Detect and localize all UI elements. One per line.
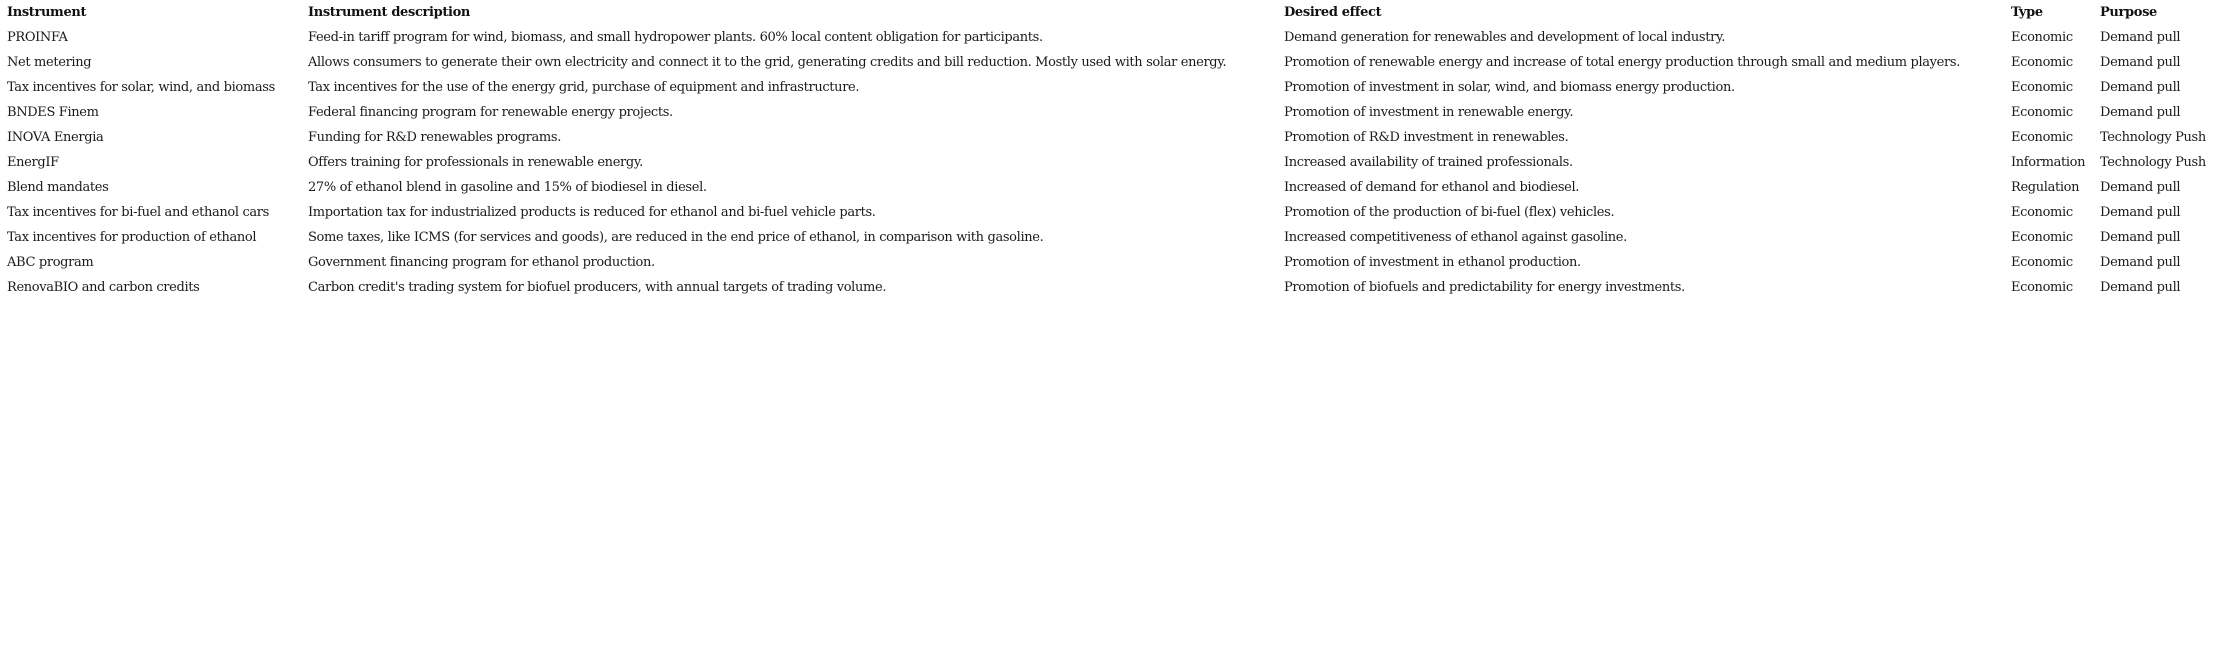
cell-type: Economic xyxy=(2011,130,2073,145)
cell-description: Allows consumers to generate their own electricity and connect it to the grid, generating credits and bill reduction. Mostly used with solar energy. xyxy=(308,55,1227,70)
cell-instrument: INOVA Energia xyxy=(7,130,104,145)
policy-instruments-table xyxy=(0,4,2223,304)
cell-instrument: EnergIF xyxy=(7,155,59,170)
table-row xyxy=(0,204,2223,229)
cell-instrument: Tax incentives for production of ethanol xyxy=(7,230,257,245)
header-purpose: Purpose xyxy=(2100,5,2157,20)
cell-desired-effect: Promotion of investment in renewable energy. xyxy=(1284,105,1574,120)
table-row xyxy=(0,179,2223,204)
cell-instrument: Tax incentives for bi-fuel and ethanol cars xyxy=(7,205,269,220)
cell-desired-effect: Increased availability of trained professionals. xyxy=(1284,155,1573,170)
table-row xyxy=(0,104,2223,129)
cell-purpose: Demand pull xyxy=(2100,205,2181,220)
cell-desired-effect: Increased competitiveness of ethanol against gasoline. xyxy=(1284,230,1627,245)
table-row xyxy=(0,279,2223,304)
cell-instrument: Tax incentives for solar, wind, and biomass xyxy=(7,80,275,95)
cell-instrument: RenovaBIO and carbon credits xyxy=(7,280,200,295)
cell-purpose: Demand pull xyxy=(2100,105,2181,120)
table-header xyxy=(0,4,2223,29)
cell-purpose: Demand pull xyxy=(2100,230,2181,245)
cell-type: Economic xyxy=(2011,105,2073,120)
cell-desired-effect: Promotion of investment in solar, wind, and biomass energy production. xyxy=(1284,80,1735,95)
cell-type: Economic xyxy=(2011,280,2073,295)
cell-description: Government financing program for ethanol production. xyxy=(308,255,655,270)
cell-instrument: Net metering xyxy=(7,55,92,70)
cell-instrument: PROINFA xyxy=(7,30,68,45)
cell-desired-effect: Demand generation for renewables and development of local industry. xyxy=(1284,30,1725,45)
cell-description: Feed-in tariff program for wind, biomass, and small hydropower plants. 60% local content obligation for participants. xyxy=(308,30,1043,45)
table-row xyxy=(0,29,2223,54)
header-row xyxy=(0,4,2223,29)
cell-description: Some taxes, like ICMS (for services and goods), are reduced in the end price of ethanol, in comparison with gasoline. xyxy=(308,230,1044,245)
cell-purpose: Technology Push xyxy=(2100,155,2206,170)
cell-desired-effect: Promotion of the production of bi-fuel (flex) vehicles. xyxy=(1284,205,1615,220)
cell-description: Importation tax for industrialized products is reduced for ethanol and bi-fuel vehicle parts. xyxy=(308,205,876,220)
cell-desired-effect: Promotion of renewable energy and increase of total energy production through small and medium players. xyxy=(1284,55,1960,70)
cell-purpose: Demand pull xyxy=(2100,30,2181,45)
cell-type: Economic xyxy=(2011,205,2073,220)
cell-description: Offers training for professionals in renewable energy. xyxy=(308,155,643,170)
table-row xyxy=(0,129,2223,154)
cell-description: 27% of ethanol blend in gasoline and 15% of biodiesel in diesel. xyxy=(308,180,707,195)
header-description: Instrument description xyxy=(308,5,471,20)
cell-type: Information xyxy=(2011,155,2086,170)
cell-type: Regulation xyxy=(2011,180,2080,195)
cell-description: Federal financing program for renewable energy projects. xyxy=(308,105,673,120)
table-row xyxy=(0,229,2223,254)
cell-purpose: Demand pull xyxy=(2100,180,2181,195)
cell-instrument: ABC program xyxy=(7,255,94,270)
cell-purpose: Demand pull xyxy=(2100,80,2181,95)
cell-instrument: BNDES Finem xyxy=(7,105,99,120)
cell-description: Tax incentives for the use of the energy grid, purchase of equipment and infrastructure. xyxy=(308,80,860,95)
table-row xyxy=(0,154,2223,179)
header-type: Type xyxy=(2011,5,2043,20)
cell-purpose: Demand pull xyxy=(2100,55,2181,70)
cell-type: Economic xyxy=(2011,230,2073,245)
table-row xyxy=(0,254,2223,279)
cell-desired-effect: Promotion of biofuels and predictability for energy investments. xyxy=(1284,280,1685,295)
header-desired-effect: Desired effect xyxy=(1284,5,1382,20)
cell-description: Carbon credit's trading system for biofuel producers, with annual targets of trading volume. xyxy=(308,280,887,295)
header-instrument: Instrument xyxy=(7,5,87,20)
cell-type: Economic xyxy=(2011,80,2073,95)
cell-type: Economic xyxy=(2011,55,2073,70)
table-body xyxy=(0,29,2223,304)
cell-description: Funding for R&D renewables programs. xyxy=(308,130,561,145)
cell-purpose: Technology Push xyxy=(2100,130,2206,145)
cell-type: Economic xyxy=(2011,255,2073,270)
table-row xyxy=(0,54,2223,79)
cell-instrument: Blend mandates xyxy=(7,180,109,195)
cell-desired-effect: Promotion of investment in ethanol production. xyxy=(1284,255,1581,270)
cell-desired-effect: Increased of demand for ethanol and biodiesel. xyxy=(1284,180,1580,195)
cell-type: Economic xyxy=(2011,30,2073,45)
cell-purpose: Demand pull xyxy=(2100,280,2181,295)
table-row xyxy=(0,79,2223,104)
cell-purpose: Demand pull xyxy=(2100,255,2181,270)
cell-desired-effect: Promotion of R&D investment in renewables. xyxy=(1284,130,1569,145)
